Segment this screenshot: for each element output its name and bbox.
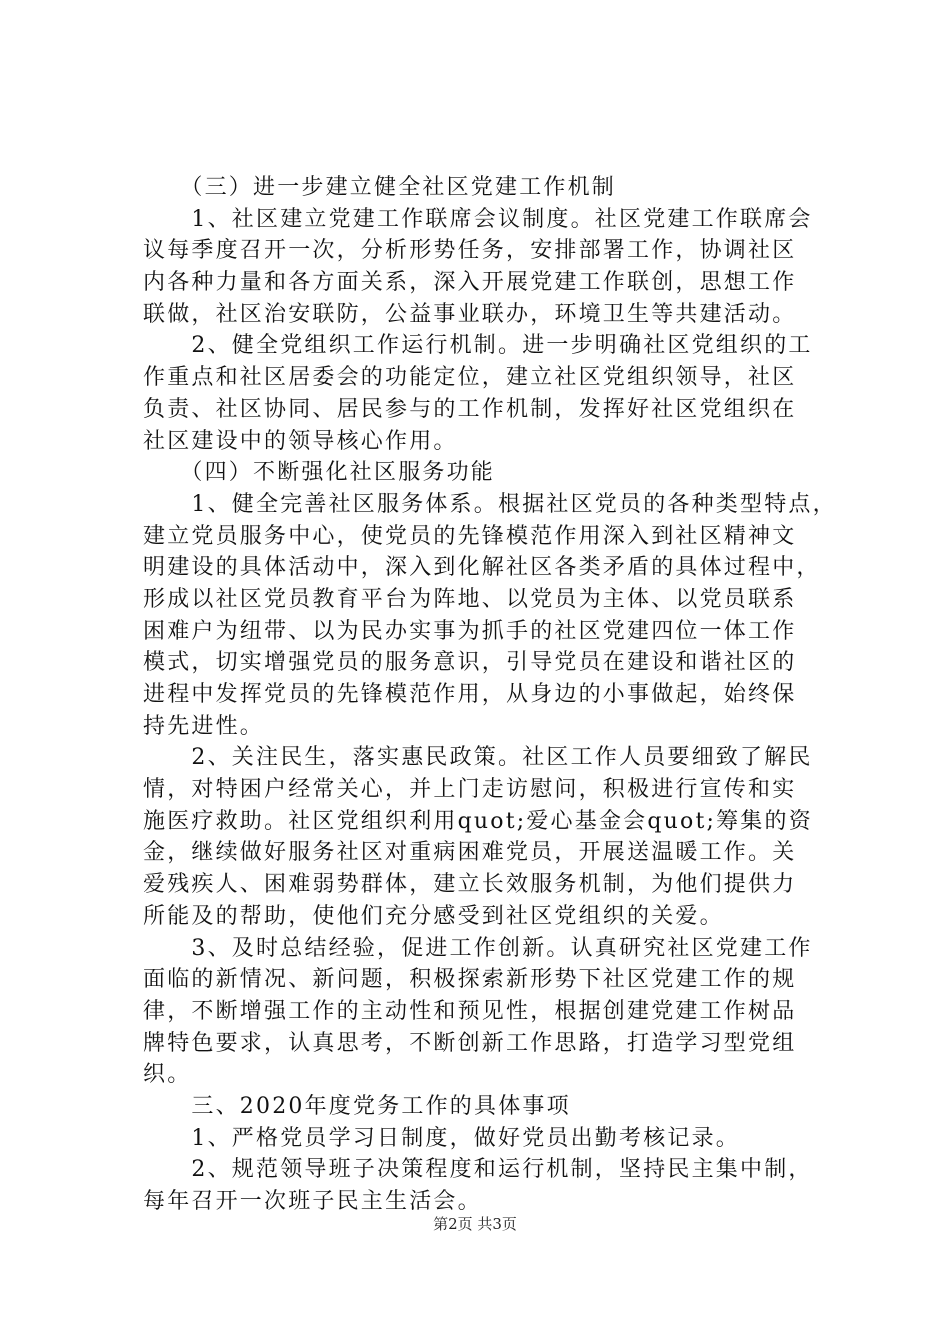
paragraph-line: 联做，社区治安联防，公益事业联办，环境卫生等共建活动。 <box>143 301 797 327</box>
section-heading-3: （三）进一步建立健全社区党建工作机制 <box>143 175 617 200</box>
paragraph-line: 2、关注民生，落实惠民政策。社区工作人员要细致了解民 <box>143 745 813 771</box>
paragraph-line: 困难户为纽带、以为民办实事为抓手的社区党建四位一体工作 <box>143 618 797 644</box>
paragraph-line: 模式，切实增强党员的服务意识，引导党员在建设和谐社区的 <box>143 650 797 676</box>
paragraph-line: 2、健全党组织工作运行机制。进一步明确社区党组织的工 <box>143 333 813 359</box>
paragraph-line: 1、社区建立党建工作联席会议制度。社区党建工作联席会 <box>143 206 813 232</box>
paragraph-line: 律，不断增强工作的主动性和预见性，根据创建党建工作树品 <box>143 998 797 1024</box>
page-number-footer: 第2页 共3页 <box>433 1215 517 1233</box>
paragraph-line: 织。 <box>143 1062 192 1088</box>
section-heading-three: 三、2020年度党务工作的具体事项 <box>143 1093 571 1119</box>
paragraph-line: 建立党员服务中心，使党员的先锋模范作用深入到社区精神文 <box>143 523 797 549</box>
paragraph-line: 所能及的帮助，使他们充分感受到社区党组织的关爱。 <box>143 903 724 929</box>
paragraph-line: 形成以社区党员教育平台为阵地、以党员为主体、以党员联系 <box>143 586 797 612</box>
paragraph-line: 作重点和社区居委会的功能定位，建立社区党组织领导，社区 <box>143 365 797 391</box>
section-heading-4: （四）不断强化社区服务功能 <box>143 460 496 486</box>
paragraph-line: 负责、社区协同、居民参与的工作机制，发挥好社区党组织在 <box>143 396 797 422</box>
paragraph-line: 社区建设中的领导核心作用。 <box>143 428 458 454</box>
paragraph-line: 内各种力量和各方面关系，深入开展党建工作联创，思想工作 <box>143 270 797 296</box>
paragraph-line: 明建设的具体活动中，深入到化解社区各类矛盾的具体过程中， <box>143 555 821 581</box>
paragraph-line: 施医疗救助。社区党组织利用quot;爱心基金会quot;筹集的资 <box>143 808 813 834</box>
document-body <box>143 172 837 1218</box>
paragraph-line: 牌特色要求，认真思考，不断创新工作思路，打造学习型党组 <box>143 1030 797 1056</box>
paragraph-line: 议每季度召开一次，分析形势任务，安排部署工作，协调社区 <box>143 238 797 264</box>
paragraph-line: 持先进性。 <box>143 713 265 739</box>
paragraph-line: 情，对特困户经常关心，并上门走访慰问，积极进行宣传和实 <box>143 777 797 803</box>
paragraph-line: 1、健全完善社区服务体系。根据社区党员的各种类型特点， <box>143 491 837 517</box>
paragraph-line: 面临的新情况、新问题，积极探索新形势下社区党建工作的规 <box>143 967 797 993</box>
paragraph-line: 进程中发挥党员的先锋模范作用，从身边的小事做起，始终保 <box>143 682 797 707</box>
paragraph-line: 爱残疾人、困难弱势群体，建立长效服务机制，为他们提供力 <box>143 872 797 898</box>
paragraph-line: 3、及时总结经验，促进工作创新。认真研究社区党建工作 <box>143 935 813 961</box>
paragraph-line: 1、严格党员学习日制度，做好党员出勤考核记录。 <box>143 1125 740 1151</box>
paragraph-line: 2、规范领导班子决策程度和运行机制，坚持民主集中制， <box>143 1157 813 1183</box>
paragraph-line: 每年召开一次班子民主生活会。 <box>143 1189 482 1214</box>
paragraph-line: 金，继续做好服务社区对重病困难党员，开展送温暖工作。关 <box>143 840 797 866</box>
